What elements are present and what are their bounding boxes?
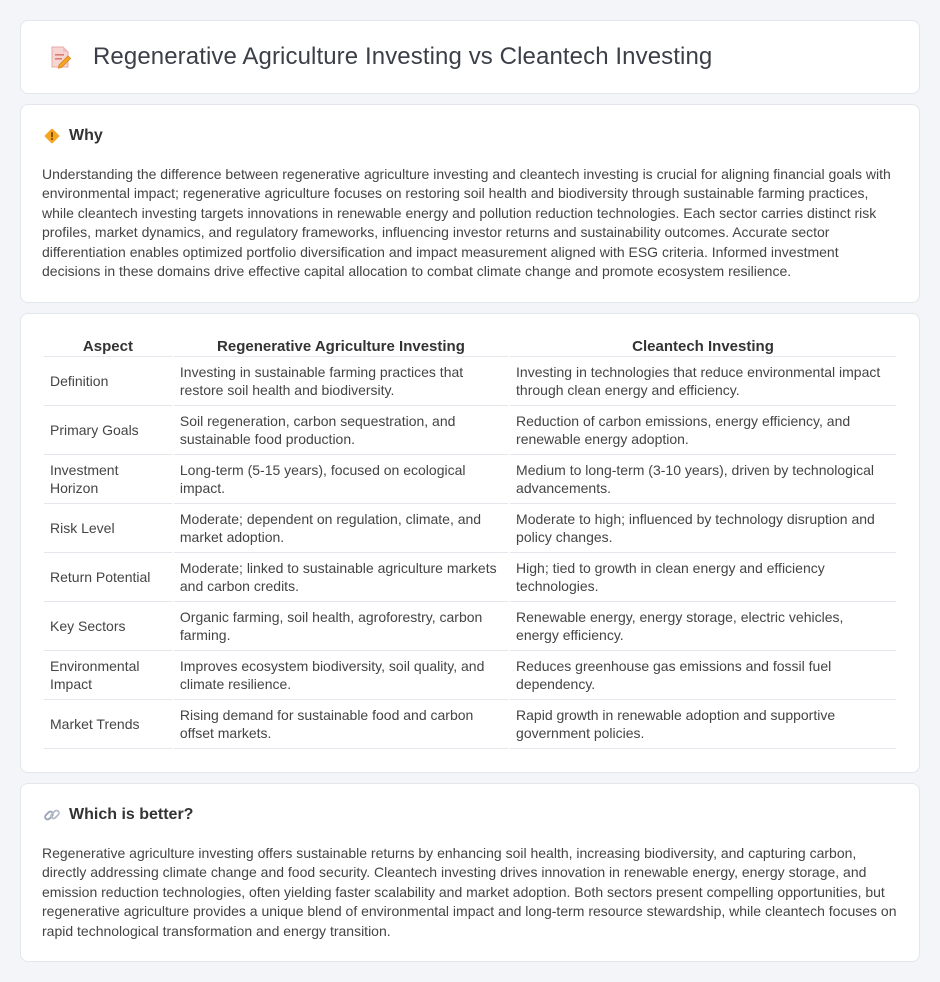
- why-heading-row: [43, 127, 103, 145]
- header-cleantech: Cleantech Investing: [510, 335, 896, 357]
- title-row: [21, 21, 919, 93]
- row-aspect: Key Sectors: [44, 602, 172, 651]
- row-regenerative: Moderate; linked to sustainable agriculture markets and carbon credits.: [174, 553, 508, 602]
- title-card: [20, 20, 920, 94]
- row-regenerative: Soil regeneration, carbon sequestration, and sustainable food production.: [174, 406, 508, 455]
- header-regenerative: Regenerative Agriculture Investing: [174, 335, 508, 357]
- why-body: Understanding the difference between regenerative agriculture investing and cleantech investing is crucial for aligning financial goals with environmental impact; regenerative agriculture focuses on restoring soil health and biodiversity through sustainable farming practices, while cleantech investing targets innovations in renewable energy and pollution reduction technologies. Each sector carries distinct risk profiles, market dynamics, and regulatory frameworks, influencing investor returns and sustainability outcomes. Accurate sector differentiation enables optimized portfolio diversification and impact measurement aligned with ESG criteria. Informed investment decisions in these domains drive effective capital allocation to combat climate change and promote ecosystem resilience.: [42, 166, 891, 280]
- table-row: [44, 455, 896, 504]
- row-cleantech: Reduces greenhouse gas emissions and fossil fuel dependency.: [510, 651, 896, 700]
- row-cleantech: Moderate to high; influenced by technology disruption and policy changes.: [510, 504, 896, 553]
- row-aspect: Investment Horizon: [44, 455, 172, 504]
- comparison-table-card: [20, 313, 920, 773]
- document-edit-icon: [47, 44, 73, 70]
- better-heading-row: [43, 806, 193, 824]
- table-row: [44, 651, 896, 700]
- table-header-row: [44, 335, 896, 357]
- row-cleantech: Medium to long-term (3-10 years), driven by technological advancements.: [510, 455, 896, 504]
- why-section: [20, 104, 920, 303]
- row-aspect: Risk Level: [44, 504, 172, 553]
- why-heading: Why: [69, 127, 103, 144]
- row-regenerative: Investing in sustainable farming practices that restore soil health and biodiversity.: [174, 357, 508, 406]
- row-cleantech: Renewable energy, energy storage, electric vehicles, energy efficiency.: [510, 602, 896, 651]
- row-regenerative: Rising demand for sustainable food and carbon offset markets.: [174, 700, 508, 749]
- row-cleantech: High; tied to growth in clean energy and efficiency technologies.: [510, 553, 896, 602]
- table-row: [44, 553, 896, 602]
- header-aspect: Aspect: [44, 335, 172, 357]
- table-row: [44, 700, 896, 749]
- better-heading: Which is better?: [69, 806, 194, 823]
- row-aspect: Primary Goals: [44, 406, 172, 455]
- row-aspect: Return Potential: [44, 553, 172, 602]
- row-cleantech: Investing in technologies that reduce environmental impact through clean energy and efficiency.: [510, 357, 896, 406]
- comparison-table: [42, 335, 898, 749]
- better-body: Regenerative agriculture investing offers sustainable returns by enhancing soil health, increasing biodiversity, and capturing carbon, directly addressing climate change and food security. Cleantech investing drives innovation in renewable energy, energy storage, and emission reduction technologies, often yielding faster scalability and market adoption. Both sectors present compelling opportunities, but regenerative agriculture provides a unique blend of environmental impact and long-term resource stewardship, while cleantech focuses on rapid technological transformation and energy transition.: [42, 845, 897, 939]
- row-cleantech: Rapid growth in renewable adoption and supportive government policies.: [510, 700, 896, 749]
- link-icon: [43, 806, 61, 824]
- row-cleantech: Reduction of carbon emissions, energy efficiency, and renewable energy adoption.: [510, 406, 896, 455]
- row-aspect: Environmental Impact: [44, 651, 172, 700]
- row-regenerative: Moderate; dependent on regulation, climate, and market adoption.: [174, 504, 508, 553]
- table-row: [44, 504, 896, 553]
- table-row: [44, 357, 896, 406]
- row-regenerative: Organic farming, soil health, agroforestry, carbon farming.: [174, 602, 508, 651]
- row-regenerative: Improves ecosystem biodiversity, soil quality, and climate resilience.: [174, 651, 508, 700]
- which-is-better-section: [20, 783, 920, 962]
- row-aspect: Market Trends: [44, 700, 172, 749]
- diamond-warning-icon: [43, 127, 61, 145]
- table-row: [44, 602, 896, 651]
- row-regenerative: Long-term (5-15 years), focused on ecological impact.: [174, 455, 508, 504]
- table-row: [44, 406, 896, 455]
- row-aspect: Definition: [44, 357, 172, 406]
- page-title: Regenerative Agriculture Investing vs Cleantech Investing: [93, 43, 713, 70]
